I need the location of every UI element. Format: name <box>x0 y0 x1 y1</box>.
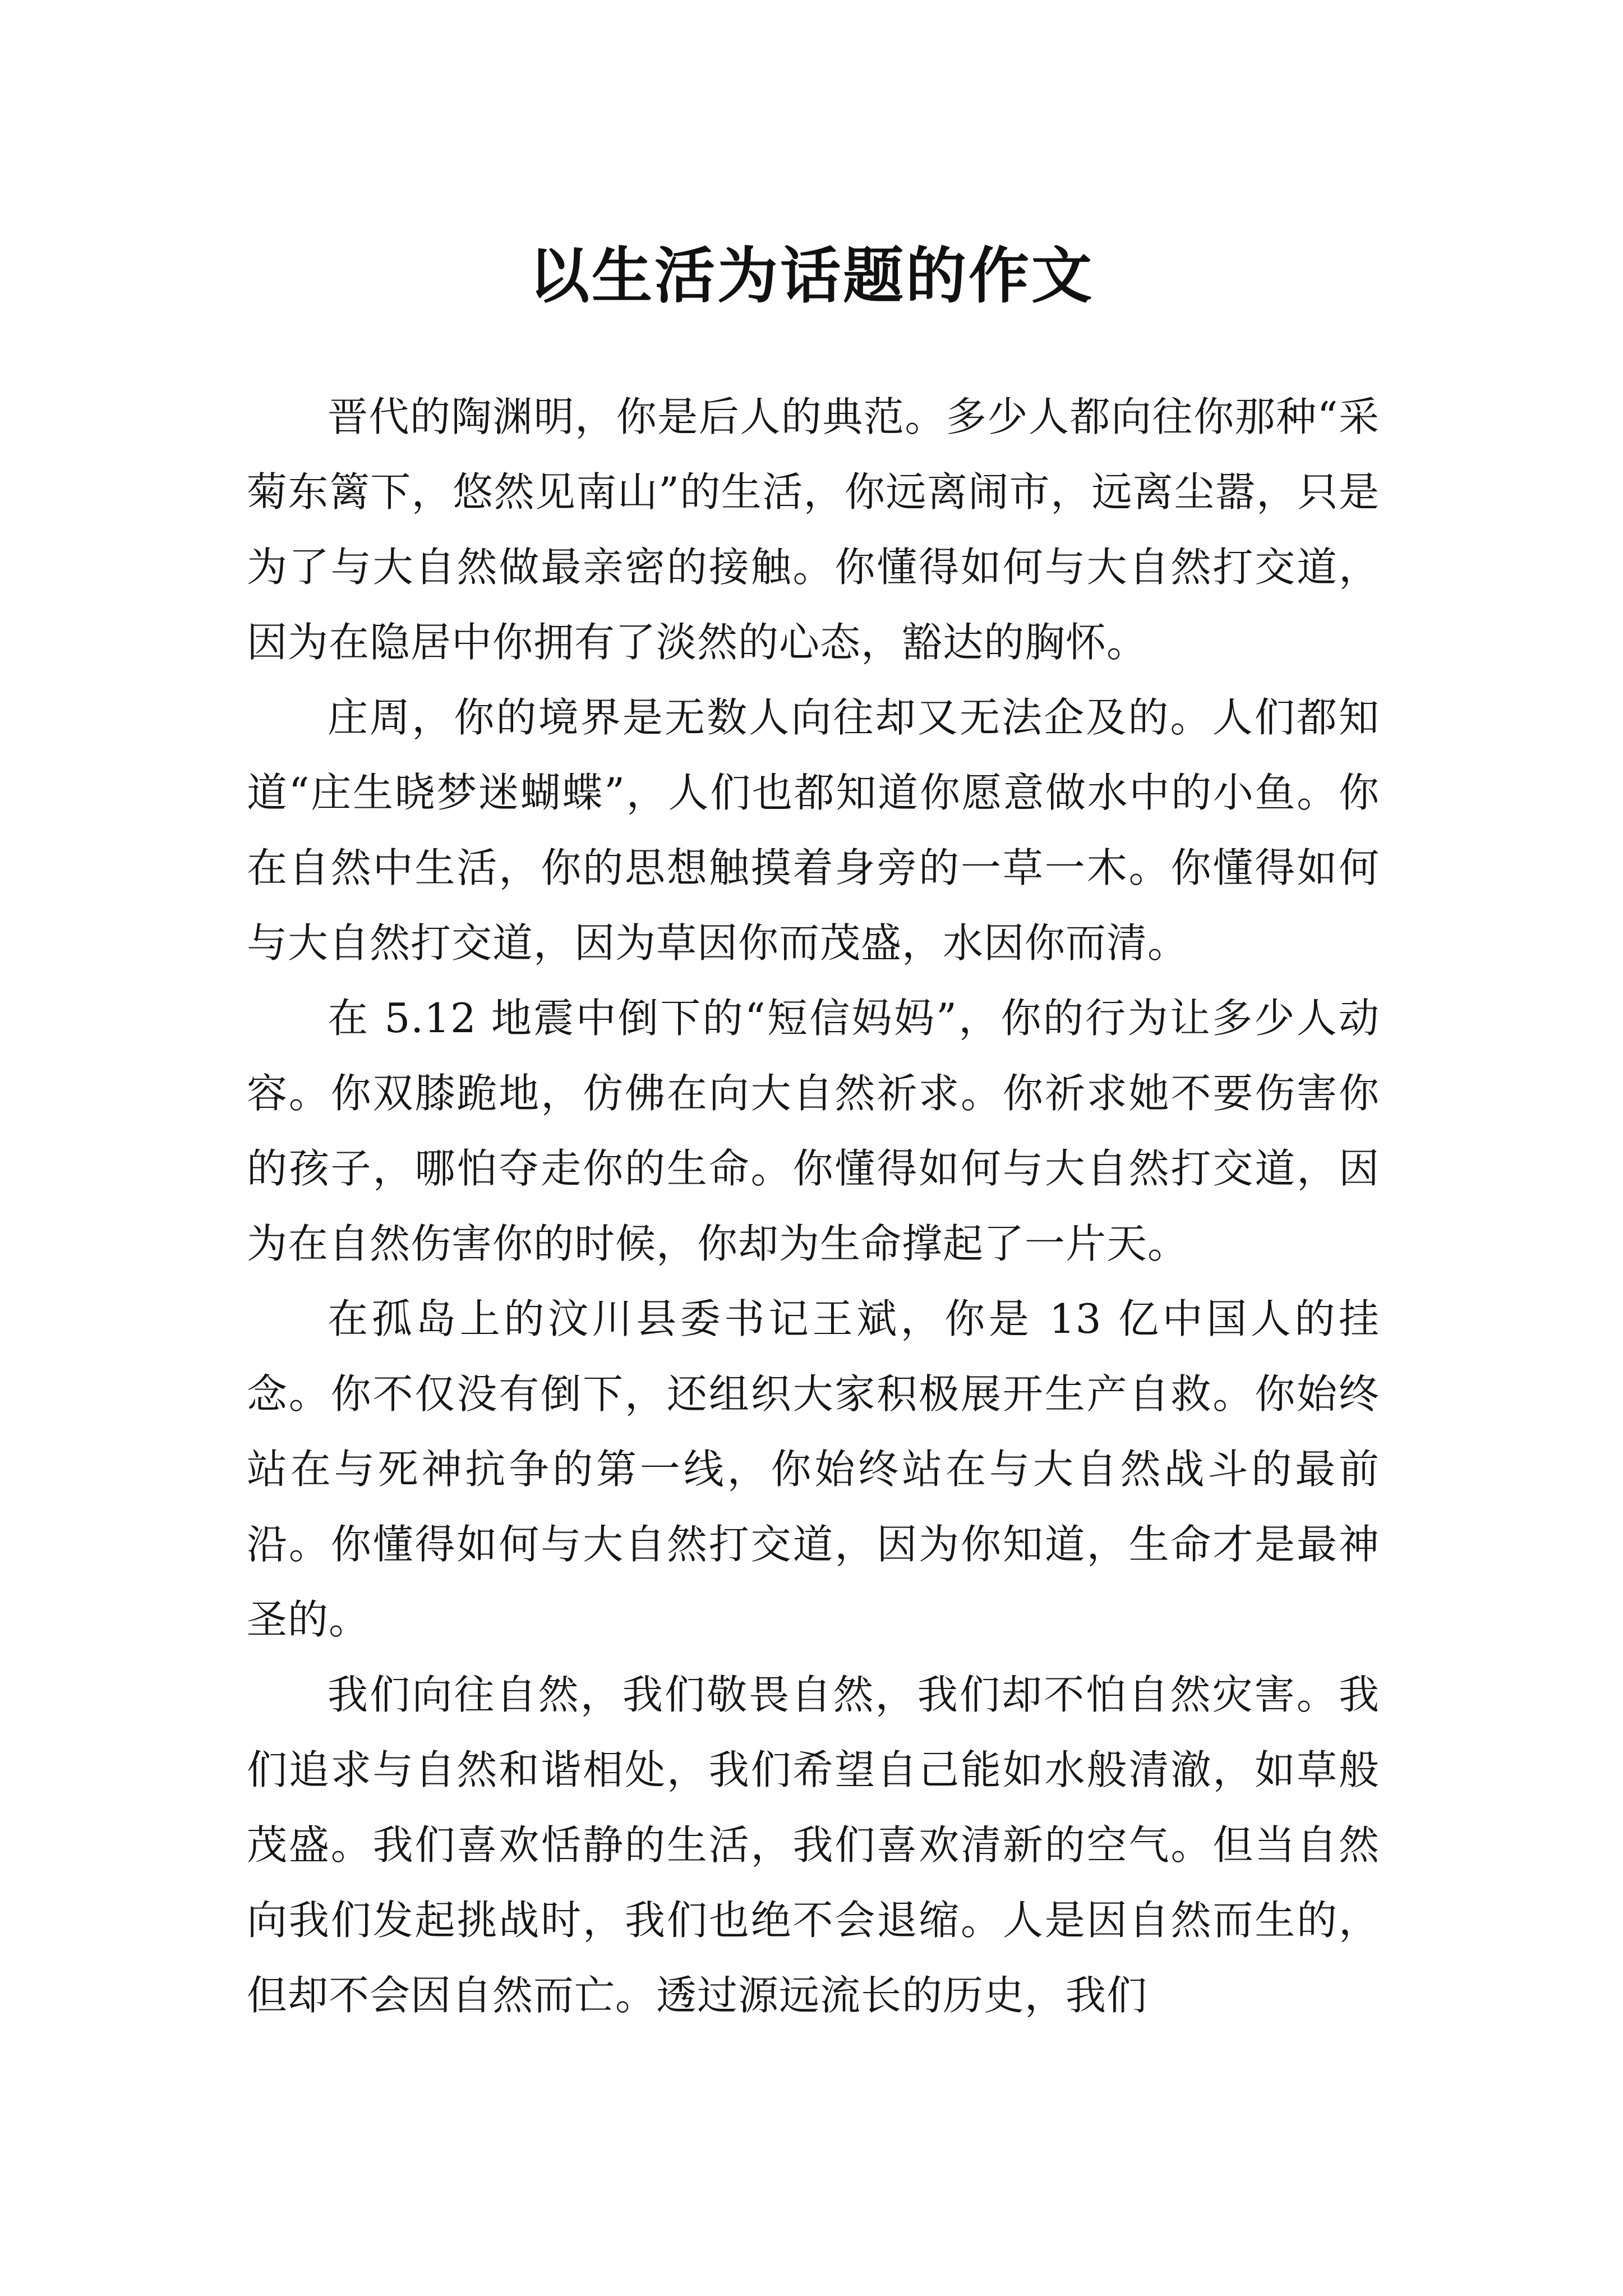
document-title: 以生活为话题的作文 <box>528 241 1094 312</box>
document-body <box>247 379 1380 2033</box>
paragraph: 在 5.12 地震中倒下的“短信妈妈”，你的行为让多少人动容。你双膝跪地，仿佛在向大自然祈求。你祈求她不要伤害你的孩子，哪怕夺走你的生命。你懂得如何与大自然打交道，因为在自然伤害你的时候，你却为生命撑起了一片天。 <box>247 995 1380 1267</box>
paragraph: 晋代的陶渊明，你是后人的典范。多少人都向往你那种“采菊东篱下，悠然见南山”的生活，你远离闹市，远离尘嚣，只是为了与大自然做最亲密的接触。你懂得如何与大自然打交道，因为在隐居中你拥有了淡然的心态，豁达的胸怀。 <box>247 393 1380 666</box>
paragraph: 我们向往自然，我们敬畏自然，我们却不怕自然灾害。我们追求与自然和谐相处，我们希望自己能如水般清澈，如草般茂盛。我们喜欢恬静的生活，我们喜欢清新的空气。但当自然向我们发起挑战时，我们也绝不会退缩。人是因自然而生的，但却不会因自然而亡。透过源远流长的历史，我们 <box>247 1671 1380 2019</box>
paragraph: 庄周，你的境界是无数人向往却又无法企及的。人们都知道“庄生晓梦迷蝴蝶”，人们也都知道你愿意做水中的小鱼。你在自然中生活，你的思想触摸着身旁的一草一木。你懂得如何与大自然打交道，因为草因你而茂盛，水因你而清。 <box>247 694 1380 967</box>
paragraph: 在孤岛上的汶川县委书记王斌，你是 13 亿中国人的挂念。你不仅没有倒下，还组织大家积极展开生产自救。你始终站在与死神抗争的第一线，你始终站在与大自然战斗的最前沿。你懂得如何与大自然打交道，因为你知道，生命才是最神圣的。 <box>247 1295 1380 1643</box>
